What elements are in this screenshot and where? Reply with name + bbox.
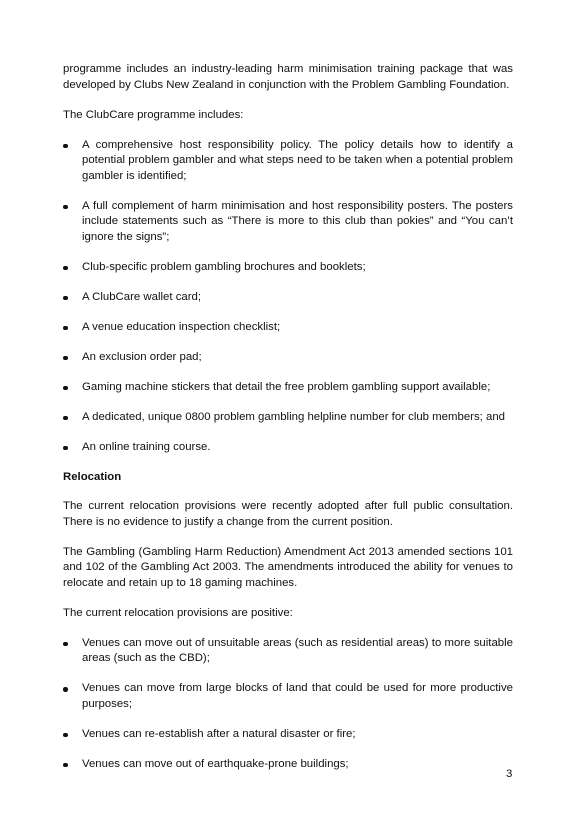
clubcare-lead: The ClubCare programme includes: [63,108,244,121]
bullet-icon [63,386,68,391]
bullet-icon [63,326,68,331]
relocation-list [63,636,513,773]
bullet-icon [63,446,68,451]
list-item: A full complement of harm minimisation and host responsibility posters. The posters include statements such as “There is more to this club than pokies” and “You can’t ignore the signs”; [63,199,513,246]
clubcare-list [63,138,513,456]
list-item: An exclusion order pad; [63,350,513,366]
bullet-icon [63,205,68,210]
bullet-icon [63,687,68,692]
list-item: Club-specific problem gambling brochures and booklets; [63,260,513,276]
list-item: Venues can move out of earthquake-prone buildings; [63,757,513,773]
section-heading-relocation: Relocation [63,470,122,483]
bullet-icon [63,642,68,647]
bullet-icon [63,356,68,361]
list-item: A venue education inspection checklist; [63,320,513,336]
bullet-icon [63,296,68,301]
bullet-icon [63,763,68,768]
list-item: Venues can move from large blocks of land that could be used for more productive purposes; [63,681,513,712]
list-item: Gaming machine stickers that detail the free problem gambling support available; [63,380,513,396]
list-item: Venues can re-establish after a natural disaster or fire; [63,727,513,743]
list-item: A comprehensive host responsibility policy. The policy details how to identify a potential problem gambler and what steps need to be taken when a potential problem gambler is identified; [63,138,513,185]
list-item: An online training course. [63,440,513,456]
page-body [63,62,513,787]
bullet-icon [63,416,68,421]
bullet-icon [63,266,68,271]
relocation-lead: The current relocation provisions are positive: [63,606,293,619]
list-item: A ClubCare wallet card; [63,290,513,306]
page-number: 3 [506,768,513,780]
list-item: Venues can move out of unsuitable areas (such as residential areas) to more suitable areas (such as the CBD); [63,636,513,667]
intro-paragraph: programme includes an industry-leading harm minimisation training package that was developed by Clubs New Zealand in conjunction with the Problem Gambling Foundation. [63,63,513,91]
bullet-icon [63,733,68,738]
relocation-paragraph-2: The Gambling (Gambling Harm Reduction) Amendment Act 2013 amended sections 101 and 102 of the Gambling Act 2003. The amendments introduced the ability for venues to relocate and retain up to 18 gaming machines. [63,545,513,589]
relocation-paragraph-1: The current relocation provisions were recently adopted after full public consultation. There is no evidence to justify a change from the current position. [63,500,513,528]
bullet-icon [63,144,68,149]
list-item: A dedicated, unique 0800 problem gambling helpline number for club members; and [63,410,513,426]
